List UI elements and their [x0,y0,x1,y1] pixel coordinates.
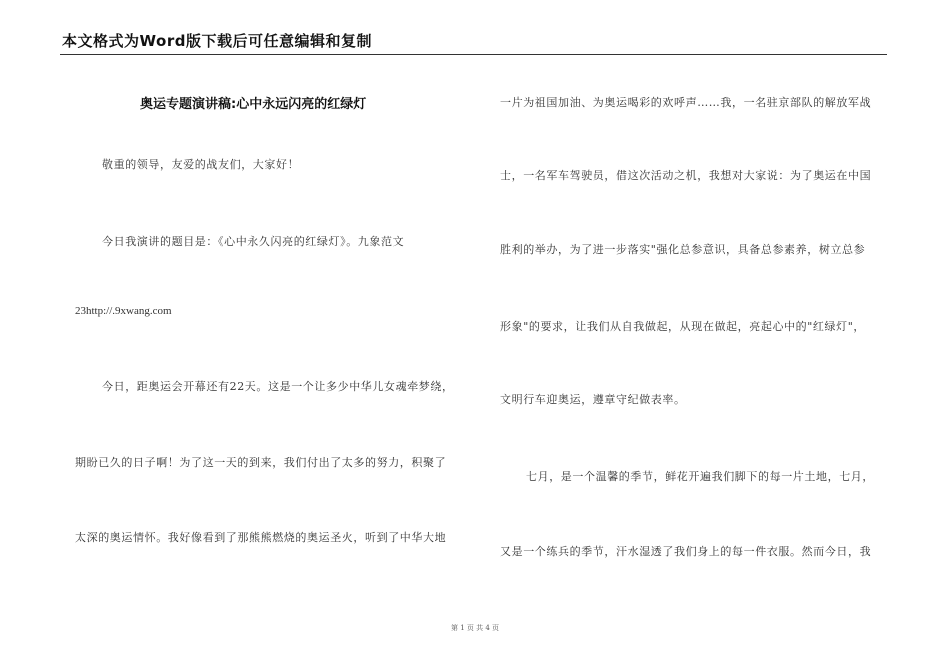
document-title: 奥运专题演讲稿:心中永远闪亮的红绿灯 [140,97,367,112]
page-footer: 第 1 页 共 4 页 [450,624,500,632]
paragraph-line: 期盼已久的日子啊！为了这一天的到来，我们付出了太多的努力，积聚了 [75,456,447,469]
paragraph-line: 今日，距奥运会开幕还有22天。这是一个让多少中华儿女魂牵梦绕， [102,380,454,393]
paragraph-line: 一片为祖国加油、为奥运喝彩的欢呼声……我，一名驻京部队的解放军战 [500,96,872,109]
paragraph-line: 又是一个练兵的季节，汗水湿透了我们身上的每一件衣服。然而今日，我 [500,545,872,558]
paragraph-line: 敬重的领导，友爱的战友们，大家好！ [102,158,300,171]
paragraph-line: 形象"的要求，让我们从自我做起，从现在做起，亮起心中的"红绿灯"， [500,320,865,333]
paragraph-line: 今日我演讲的题目是：《心中永久闪亮的红绿灯》。九象范文 [102,235,405,248]
banner-rule [60,54,887,55]
paragraph-line: 文明行车迎奥运，遵章守纪做表率。 [500,393,686,406]
paragraph-line: 太深的奥运情怀。我好像看到了那熊熊燃烧的奥运圣火，听到了中华大地 [75,531,447,544]
paragraph-line: 胜利的举办，为了进一步落实"强化总参意识，具备总参素养，树立总参 [500,243,866,256]
paragraph-line: 士，一名军车驾驶员，借这次活动之机，我想对大家说：为了奥运在中国 [500,169,872,182]
document-banner: 本文格式为Word版下载后可任意编辑和复制 [62,32,372,50]
paragraph-line: 七月，是一个温馨的季节，鲜花开遍我们脚下的每一片土地，七月， [526,470,874,483]
paragraph-line: 23http://.9xwang.com [75,305,172,317]
